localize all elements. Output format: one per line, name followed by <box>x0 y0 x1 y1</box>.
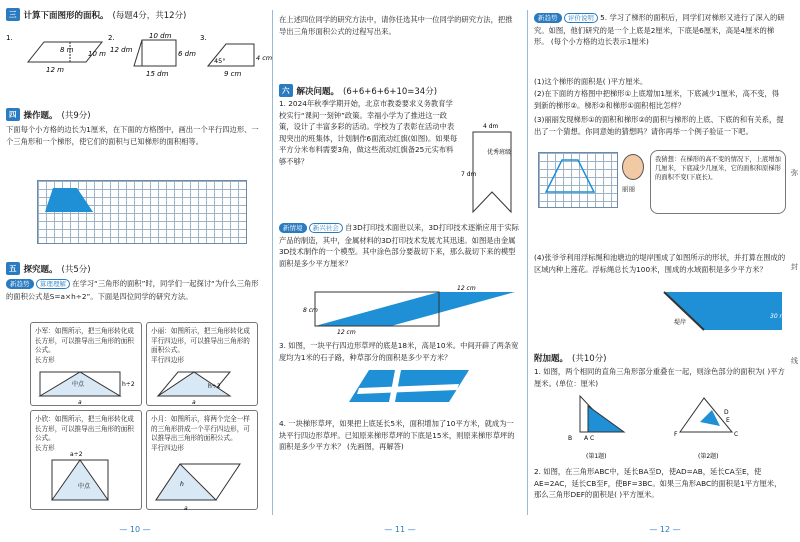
fig2-left-label: 12 dm <box>110 46 133 54</box>
section-5-text <box>6 278 264 302</box>
page-11 <box>275 0 525 542</box>
page-number: — 12 — <box>649 525 681 534</box>
half-height-label: h÷2 <box>122 381 135 388</box>
bonus-title: 附加题。 <box>534 354 569 364</box>
fig2-number: 2. <box>108 34 115 42</box>
question-2-body: 自3D打印技术面世以来，3D打印技术逐渐应用于实际产品的制造，其中，金属材料的3D打印技术发展尤其迅速。如图是由金属3D技术制作的一个模型。其中涂色部分要裁切下来，那么裁切下来的模型面积是多少平方厘米？ <box>279 223 519 268</box>
bonus-question-1: 1. 如图，两个相同的直角三角形部分重叠在一起，则涂色部分的面积为( )平方厘米。(单位：厘米) <box>534 367 785 388</box>
svg-text:A: A <box>584 435 589 442</box>
society-tag: 新兴社会 <box>309 223 343 233</box>
question-6: (4)张爷爷利用浮标绳和池塘边的堤岸围成了如图所示的形状，并打算在围成的区域内种上莲花。浮标绳总长为100米，围成的水域面积是多少平方米？ <box>534 253 786 274</box>
reasoning-tag: 算理理解 <box>36 279 70 289</box>
method-4-text: 小月：如图所示，将两个完全一样的三角形拼成一个平行四边形，可以推导出三角形的面积公式。 <box>151 415 250 442</box>
svg-text:F: F <box>674 431 678 438</box>
fig1-top-label: 8 m <box>60 46 74 54</box>
section-note: (共9分) <box>61 110 91 121</box>
section-6-heading <box>279 84 437 97</box>
3d-model-figure <box>279 282 519 334</box>
section-note: (6+6+6+6+10=34分) <box>343 86 438 97</box>
method-1-fig-label: 长方形 <box>35 355 55 364</box>
height-label: h <box>180 481 184 488</box>
figure-2-caption: (第2题) <box>698 453 719 460</box>
sub-question-1: (1)这个梯形的面积是( )平方厘米。 <box>534 77 648 86</box>
section-4-heading <box>6 108 91 121</box>
question-5-body: 5. 学习了梯形的面积后，同学们对梯形又进行了深入的研究。如图，他们研究的是一个上底是2厘米，下底是6厘米，高是4厘米的梯形。 <box>534 13 785 46</box>
avatar-name: 丽丽 <box>622 185 635 193</box>
bonus-heading <box>534 352 606 364</box>
seal-line-char-3: 线 <box>791 357 798 365</box>
pond-figure <box>660 290 790 336</box>
question-5 <box>534 12 786 48</box>
fig2-top-label: 10 dm <box>149 32 172 40</box>
section-3-heading <box>6 8 186 21</box>
section-5-body: 在学习“三角形的面积”时，同学们一起探讨“为什么三角形的面积公式是S=a×h÷2”。下面是四位同学的研究方法。 <box>6 279 259 301</box>
section-number: 六 <box>279 84 293 97</box>
half-base-label: a÷2 <box>70 451 83 458</box>
dike-label: 堤岸 <box>674 319 687 326</box>
base-label-4: a <box>184 505 188 512</box>
evaluation-tag: 评价说明 <box>564 13 598 23</box>
sub-question-2: (2)在下面的方格图中把梯形①上底增加1厘米，下底减少1厘米，高不变，得到新的梯形②。梯形②和梯形①面积相比怎样？ <box>534 89 780 110</box>
area-figures <box>4 30 273 80</box>
question-1: 1. 2024年秋季学期开始，北京市教委要求义务教育学校实行“课间一刻钟”政策。幸福小学为了推进这一政策，设计了丰富多彩的活动。学校为了表彰在活动中表现突出的班集体，计划制作6面流动红旗(如图)。如果每平方分米布料需要3角，做这些流动红旗备25元实布料够不够？ <box>279 99 458 166</box>
section-title: 探究题。 <box>23 264 58 275</box>
page-divider <box>272 10 273 515</box>
avatar <box>622 154 644 180</box>
flag-figure <box>461 120 523 220</box>
fig1-bottom-label: 12 m <box>46 66 64 74</box>
method-2-fig-label: 平行四边形 <box>151 355 184 364</box>
midpoint-label-2: 中点 <box>78 483 91 490</box>
section-5-heading <box>6 262 91 275</box>
fig1-number: 1. <box>6 34 13 42</box>
trapezoid-1 <box>538 152 618 208</box>
flag-height-label: 7 dm <box>461 171 477 178</box>
method-figures <box>30 364 260 514</box>
midpoint-label: 中点 <box>72 381 85 388</box>
pond-width-label: 30 m <box>770 313 786 320</box>
page-number: — 11 — <box>384 525 416 534</box>
page-number: — 10 — <box>119 525 151 534</box>
question-5-note: (每个小方格的边长表示1厘米) <box>550 37 649 46</box>
method-3-fig-label: 长方形 <box>35 443 55 452</box>
model-top-label: 12 cm <box>457 285 476 292</box>
fig2-right-label: 6 dm <box>178 50 196 58</box>
page-12 <box>530 0 800 542</box>
fig3-number: 3. <box>200 34 207 42</box>
trapezoid-shape <box>134 40 176 66</box>
section-number: 四 <box>6 108 20 121</box>
section-number: 三 <box>6 8 20 21</box>
figure-1-caption: (第1题) <box>586 453 607 460</box>
question-4-note: (先画图，再解答) <box>347 442 404 451</box>
context-tag: 新情境 <box>279 223 307 233</box>
model-bottom-label: 12 cm <box>337 329 356 336</box>
bonus-note: (共10分) <box>572 354 607 364</box>
base-label-2: a <box>192 399 196 406</box>
trend-tag: 新趋势 <box>6 279 34 289</box>
fig2-bottom-label: 15 dm <box>146 70 169 78</box>
section-title: 操作题。 <box>23 110 58 121</box>
page-10 <box>0 0 273 542</box>
page-divider-2 <box>527 10 528 515</box>
question-3: 3. 如图，一块平行四边形草坪的底是18米，高是10米。中间开辟了两条宽度均为1米的石子路，种草部分的面积是多少平方米？ <box>279 341 519 362</box>
svg-text:E: E <box>726 417 730 424</box>
bonus-question-2: 2. 如图，在三角形ABC中，延长BA至D，使AD=AB，延长CA至E，使AE=2AC，延长CB至F，使BF=3BC。如果三角形ABC的面积是1平方厘米，那么三角形DEF的面积是( )平方厘米。 <box>534 467 782 499</box>
sub-question-3: (3)丽丽发现梯形①的面积和梯形②的面积与梯形的上底、下底的和有关系，提出了一个猜想。你同意她的猜想吗？请你再举一个例子验证一下吧。 <box>534 115 784 136</box>
method-4-fig-label: 平行四边形 <box>151 443 184 452</box>
section-number: 五 <box>6 262 20 275</box>
section-note: (每题4分，共12分) <box>112 10 187 21</box>
method-3-text: 小欣：如图所示，把三角形转化成长方形，可以推导出三角形的面积公式。 <box>35 415 134 442</box>
continuation-text: 在上述四位同学的研究方法中，请你任选其中一位同学的研究方法，把推导出三角形面积公式的过程写出来。 <box>279 15 513 36</box>
seal-line-char-2: 封 <box>791 263 798 271</box>
bonus-figures <box>560 392 770 464</box>
lawn-figure <box>335 366 475 406</box>
method-2-text: 小丽：如图所示，把三角形转化成平行四边形，可以推导出三角形的面积公式。 <box>151 327 250 354</box>
section-title: 计算下面图形的面积。 <box>23 10 109 21</box>
svg-text:D: D <box>724 409 729 416</box>
fig3-bottom-label: 9 cm <box>224 70 242 78</box>
trend-tag: 新趋势 <box>534 13 562 23</box>
given-trapezoid <box>37 180 247 244</box>
question-4-body: 4. 一块梯形草坪，如果把上底延长5米，面积增加了10平方米，就成为一块平行四边形草坪。已知原来梯形草坪的下底是15米，则原来梯形草坪的面积是多少平方米？ <box>279 419 515 451</box>
svg-text:C: C <box>590 435 595 442</box>
fig3-right-label: 4 cm <box>256 54 273 62</box>
section-title: 解决问题。 <box>296 86 340 97</box>
question-4 <box>279 418 519 453</box>
flag-width-label: 4 dm <box>483 123 499 130</box>
svg-text:B: B <box>568 435 573 442</box>
base-label: a <box>78 399 82 406</box>
fig3-angle-label: 45° <box>214 57 226 65</box>
model-left-label: 8 cm <box>303 307 318 314</box>
section-4-text: 下面每个小方格的边长为1厘米，在下面的方格图中，画出一个平行四边形、一个三角形和一个梯形，使它们的面积与已知梯形的面积相等。 <box>6 125 259 146</box>
fig1-side-label: 10 m <box>88 50 106 58</box>
speech-bubble: 我猜想：在梯形的高不变的情况下，上底增加几厘米，下底减少几厘米，它的面积和原梯形的面积不变(下底长)。 <box>650 150 786 214</box>
method-1-text: 小军：如图所示，把三角形转化成长方形，可以推导出三角形的面积公式。 <box>35 327 134 354</box>
svg-text:C: C <box>734 431 739 438</box>
half-height-label-2: h÷2 <box>208 383 221 390</box>
question-2 <box>279 222 519 269</box>
seal-line-char-1: 弥 <box>791 169 798 177</box>
flag-text: 优秀班级 <box>487 149 512 156</box>
section-note: (共5分) <box>61 264 91 275</box>
